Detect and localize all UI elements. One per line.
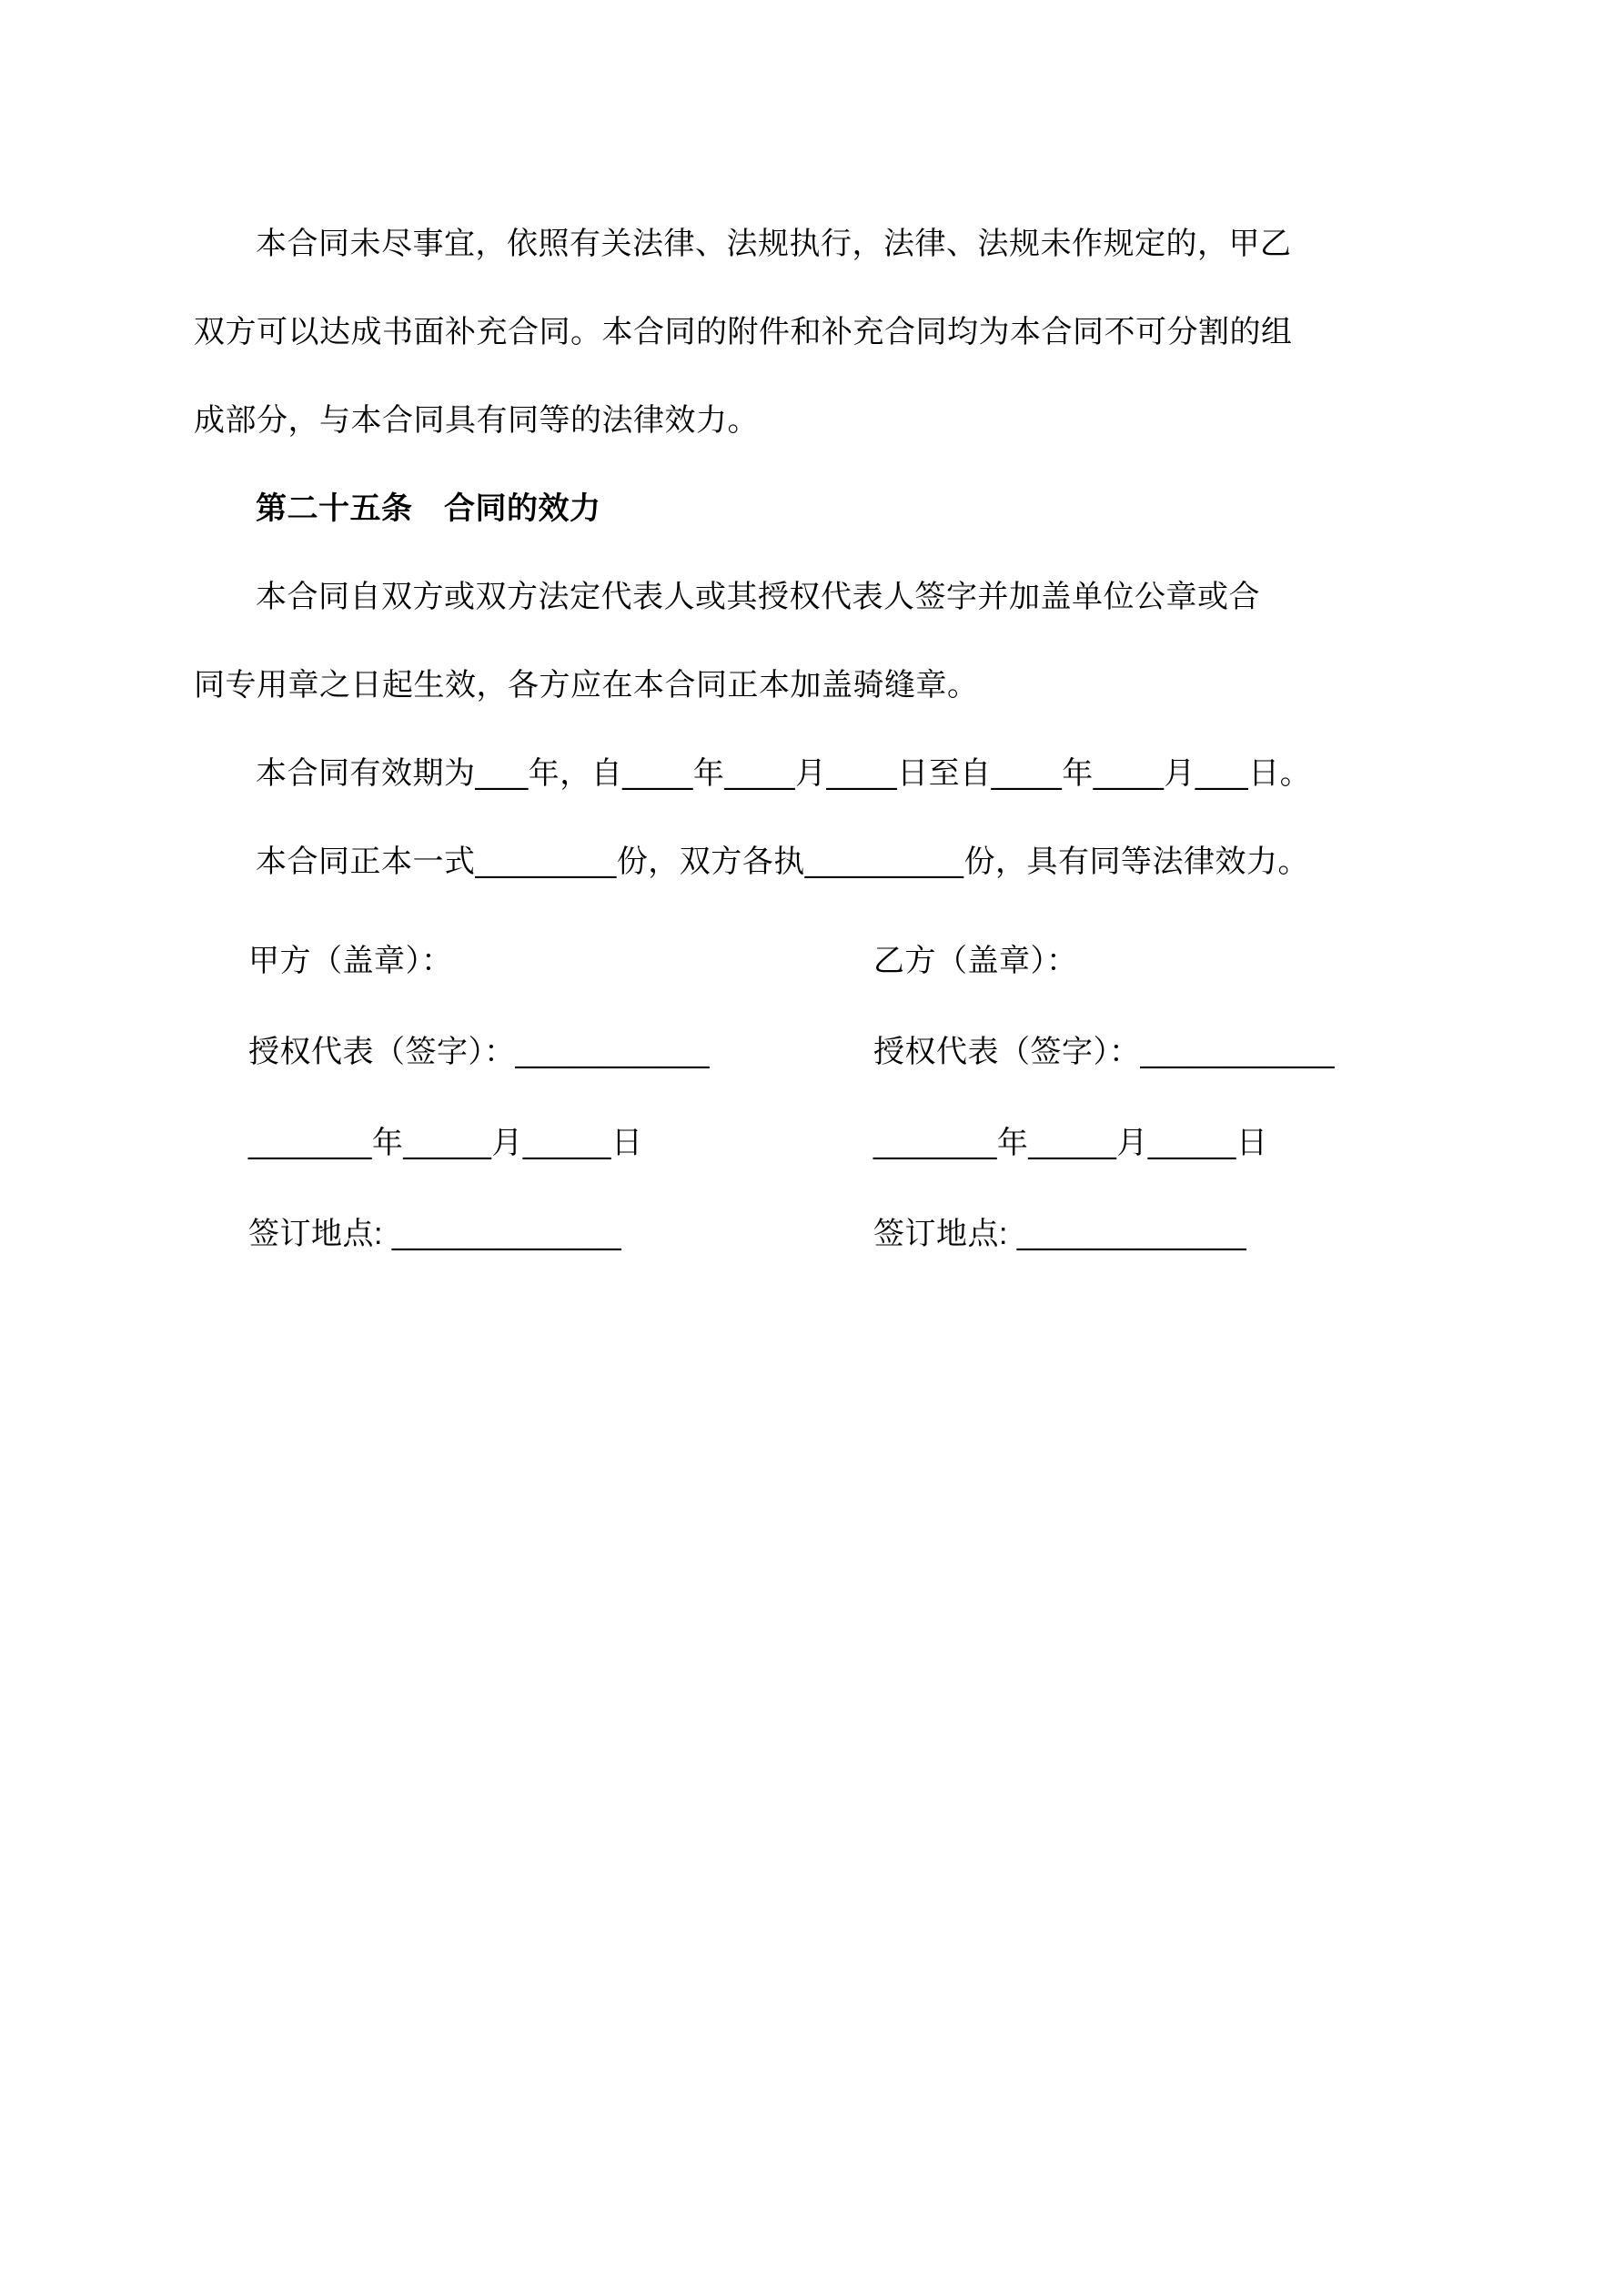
party-a-representative-line: 授权代表（签字）：___________ [248, 1035, 711, 1069]
party-b-seal-label: 乙方（盖章）： [873, 944, 1078, 978]
copies-line: 本合同正本一式________份，双方各执_________份，具有同等法律效力。 [256, 845, 1309, 879]
party-a-place-line: 签订地点: _____________ [248, 1217, 622, 1251]
signature-block [248, 915, 1351, 1279]
paragraph-line: 成部分，与本合同具有同等的法律效力。 [194, 403, 759, 438]
party-a-seal-label: 甲方（盖章）： [248, 944, 453, 978]
contract-body [194, 200, 1351, 906]
party-b-date-line: _______年_____月_____日 [873, 1126, 1268, 1160]
paragraph-line: 双方可以达成书面补充合同。本合同的附件和补充合同均为本合同不可分割的组 [194, 315, 1293, 349]
paragraph-line: 本合同自双方或双方法定代表人或其授权代表人签字并加盖单位公章或合 [256, 580, 1260, 614]
paragraph-line: 同专用章之日起生效，各方应在本合同正本加盖骑缝章。 [194, 668, 979, 703]
validity-period-line: 本合同有效期为___年，自____年____月____日至自____年____月___日。 [256, 756, 1312, 791]
party-b-representative-line: 授权代表（签字）：___________ [873, 1035, 1336, 1069]
party-b-place-line: 签订地点: _____________ [873, 1217, 1247, 1251]
paragraph-line: 本合同未尽事宜，依照有关法律、法规执行，法律、法规未作规定的，甲乙 [256, 227, 1292, 261]
party-a-date-line: _______年_____月_____日 [248, 1126, 643, 1160]
section-heading: 第二十五条 合同的效力 [256, 491, 601, 526]
